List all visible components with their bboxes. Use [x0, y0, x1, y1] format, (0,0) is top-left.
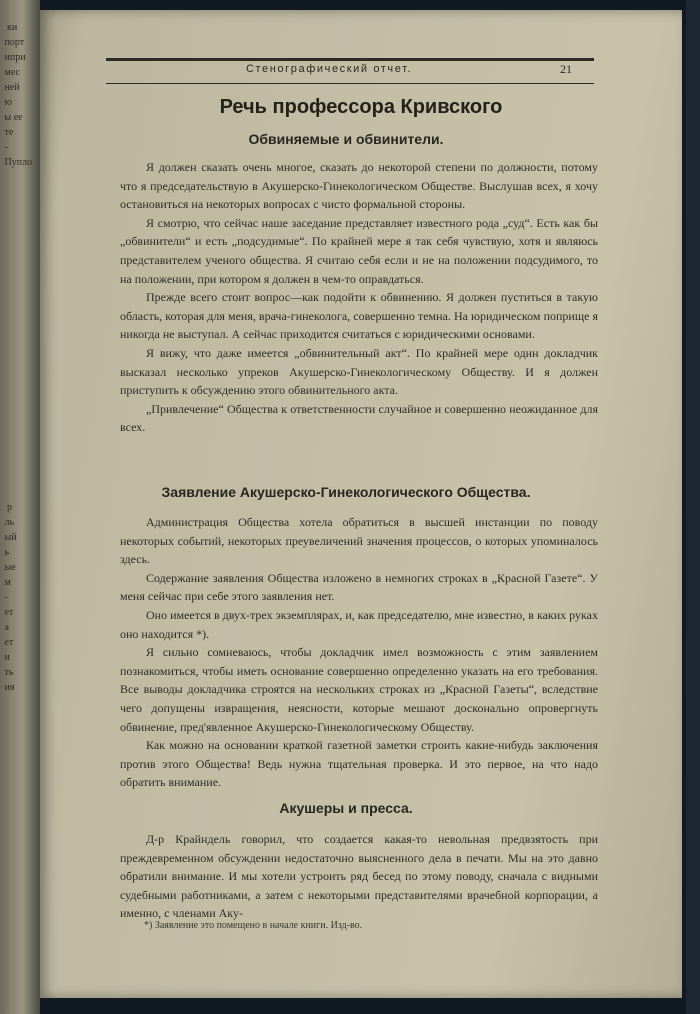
section-body-statement: [120, 513, 598, 792]
running-header: [106, 58, 594, 84]
paragraph: Д-р Крайндель говорил, что создается какая-то невольная предвзятость при преждевременном обсуждении недостаточно выясненного дела в печати. Мы на это давно обратили внимание. И мы хотели устроить ряд бесед по этому поводу, сначала с видными судебными работниками, а затем с некоторыми представителями врачебной корпорации, а именно, с членами Аку-: [120, 832, 598, 921]
paragraph: Оно имеется в двух-трех экземплярах, и, как председателю, мне известно, в каких руках оно находится *).: [120, 607, 598, 641]
paragraph: Как можно на основании краткой газетной заметки строить какие-нибудь заключения против этого Общества! Ведь нужна тщательная проверка. И это первое, на что надо обратить внимание.: [120, 738, 598, 790]
book-cover-edge: [686, 0, 700, 1014]
page-number: 21: [560, 62, 572, 76]
paragraph: Администрация Общества хотела обратиться в высшей инстанции по поводу некоторых событий, некоторых преувеличений значения процессов, о которых упоминалось здесь.: [120, 515, 598, 567]
paragraph: Прежде всего стоит вопрос—как подойти к обвинению. Я должен пуститься в такую область, которая для меня, врача-гинеколога, совершенно темна. На юридическом поприще я никогда не выступал. А сейчас приходится считаться с юридическими основами.: [120, 290, 598, 342]
previous-page-edge: [0, 0, 40, 1014]
section-body-press: [120, 830, 598, 923]
section-heading-press: Акушеры и пресса.: [279, 800, 413, 816]
paragraph: Я сильно сомневаюсь, чтобы докладчик имел возможность с этим заявлением познакомиться, чтобы иметь основание совершенно определенно указать на его требования. Все выводы докладчика строятся на нескольких строках из „Красной Газеты“, вследствие чего допущены извращения, неясности, которые мешают досконально опровергнуть обвинение, пред'явленное Акушерско-Гинекологическому Обществу.: [120, 645, 598, 734]
previous-page-fragment-top: ки порт ипри мес ней ю ы ее те - Пупло: [4, 22, 33, 168]
footnote: *) Заявление это помещено в начале книги. Изд-во.: [144, 920, 363, 931]
previous-page-fragment-bottom: р ль ый ь ые м - ет а ет и ть ия: [4, 502, 17, 693]
speech-title: Речь профессора Кривского: [219, 96, 503, 118]
paragraph: Содержание заявления Общества изложено в немногих строках в „Красной Газете“. У меня сейчас при себе этого заявления нет.: [120, 570, 598, 604]
paragraph: Я должен сказать очень многое, сказать до некоторой степени по должности, потому что я председательствую в Акушерско-Гинекологическом Обществе. Выслушав всех, я хочу остановиться на некоторых вопросах с чисто формальной стороны.: [120, 160, 598, 212]
book-page: [40, 10, 682, 998]
running-header-title: Стенографический отчет.: [246, 63, 413, 75]
section-heading-accused: Обвиняемые и обвинители.: [248, 131, 444, 147]
paragraph: Я вижу, что даже имеется „обвинительный акт“. По крайней мере один докладчик высказал несколько упреков Акушерско-Гинекологическому Обществу. И я должен приступить к обсуждению этого обвинительного акта.: [120, 345, 598, 398]
section-heading-statement: Заявление Акушерско-Гинекологического Общества.: [161, 484, 531, 500]
paragraph: „Привлечение“ Общества к ответственности случайное и совершенно неожиданное для всех.: [120, 401, 598, 435]
paragraph: Я смотрю, что сейчас наше заседание представляет известного рода „суд“. Есть как бы „обвинители“ и есть „подсудимые“. По крайней мере я так себя чувствую, хотя и являюсь представителем ученого общества. Я считаю себя если и не на положении подсудимого, то на положении, при котором я должен в чем-то оправдаться.: [120, 215, 598, 286]
section-body-accused: [120, 158, 598, 437]
